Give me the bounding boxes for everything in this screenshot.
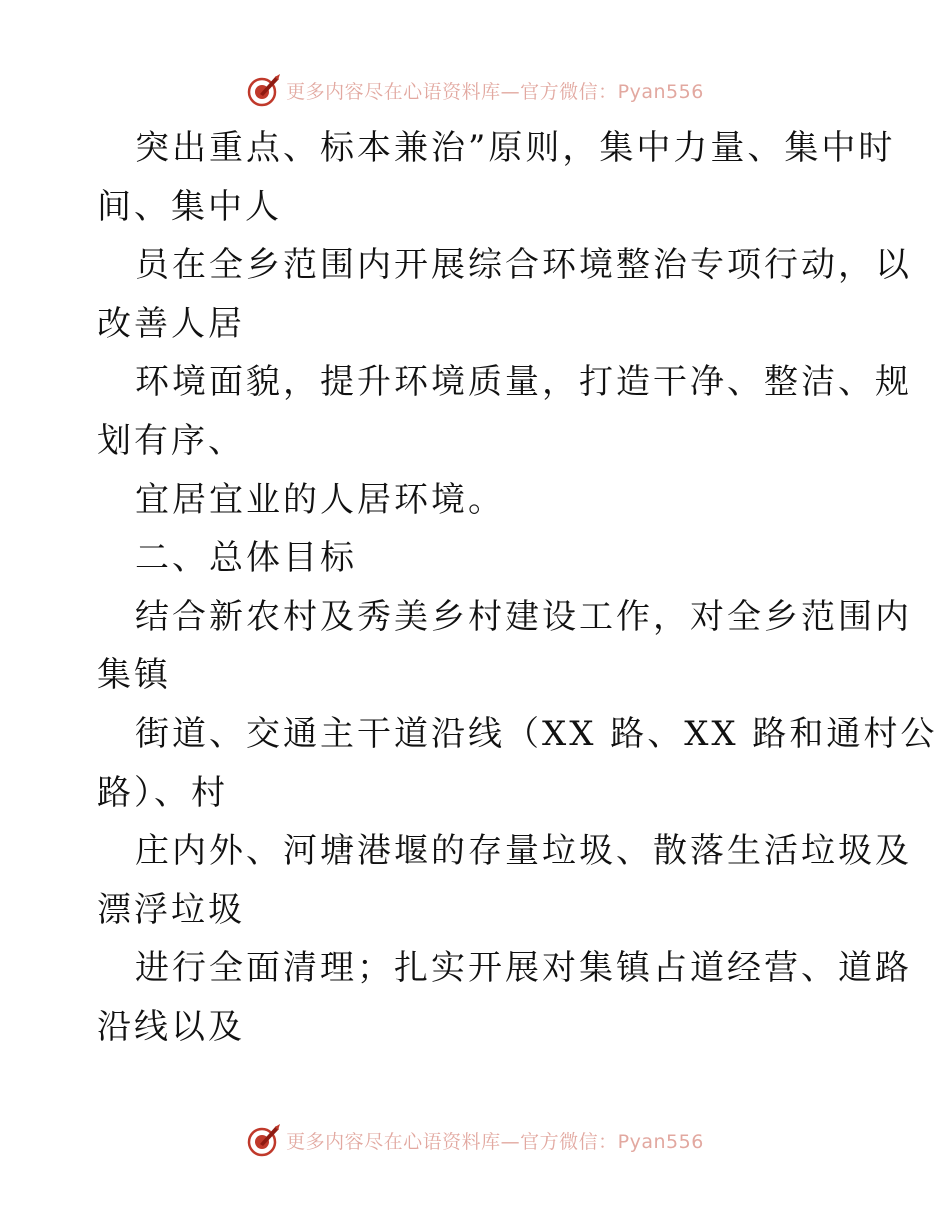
body-text-line: 改善人居 <box>97 304 245 344</box>
footer-watermark <box>0 1120 950 1160</box>
body-text-line: 庄内外、河塘港堰的存量垃圾、散落生活垃圾及 <box>135 831 912 871</box>
body-text-line: 二、总体目标 <box>135 538 357 578</box>
body-text-line: 环境面貌，提升环境质量，打造干净、整洁、规 <box>135 362 912 402</box>
body-text-line: 沿线以及 <box>97 1007 245 1047</box>
watermark-text: 更多内容尽在心语资料库—官方微信：Pyan556 <box>286 80 704 103</box>
body-text-line: 间、集中人 <box>97 187 282 227</box>
body-text-line: 漂浮垃圾 <box>97 890 245 930</box>
body-text-line: 突出重点、标本兼治”原则，集中力量、集中时 <box>135 128 896 168</box>
body-text-line: 集镇 <box>97 655 171 695</box>
body-text-line: 进行全面清理；扎实开展对集镇占道经营、道路 <box>135 948 912 988</box>
header-watermark <box>0 70 950 110</box>
body-text-line: 街道、交通主干道沿线（XX 路、XX 路和通村公 <box>135 714 938 754</box>
body-text-line: 结合新农村及秀美乡村建设工作，对全乡范围内 <box>135 597 912 637</box>
watermark-text: 更多内容尽在心语资料库—官方微信：Pyan556 <box>286 1130 704 1153</box>
body-text-line: 划有序、 <box>97 421 245 461</box>
body-text-line: 员在全乡范围内开展综合环境整治专项行动，以 <box>135 245 912 285</box>
body-text-line: 路）、村 <box>97 773 228 813</box>
quill-logo-icon <box>246 72 282 108</box>
quill-logo-icon <box>246 1122 282 1158</box>
body-text-line: 宜居宜业的人居环境。 <box>135 480 505 520</box>
